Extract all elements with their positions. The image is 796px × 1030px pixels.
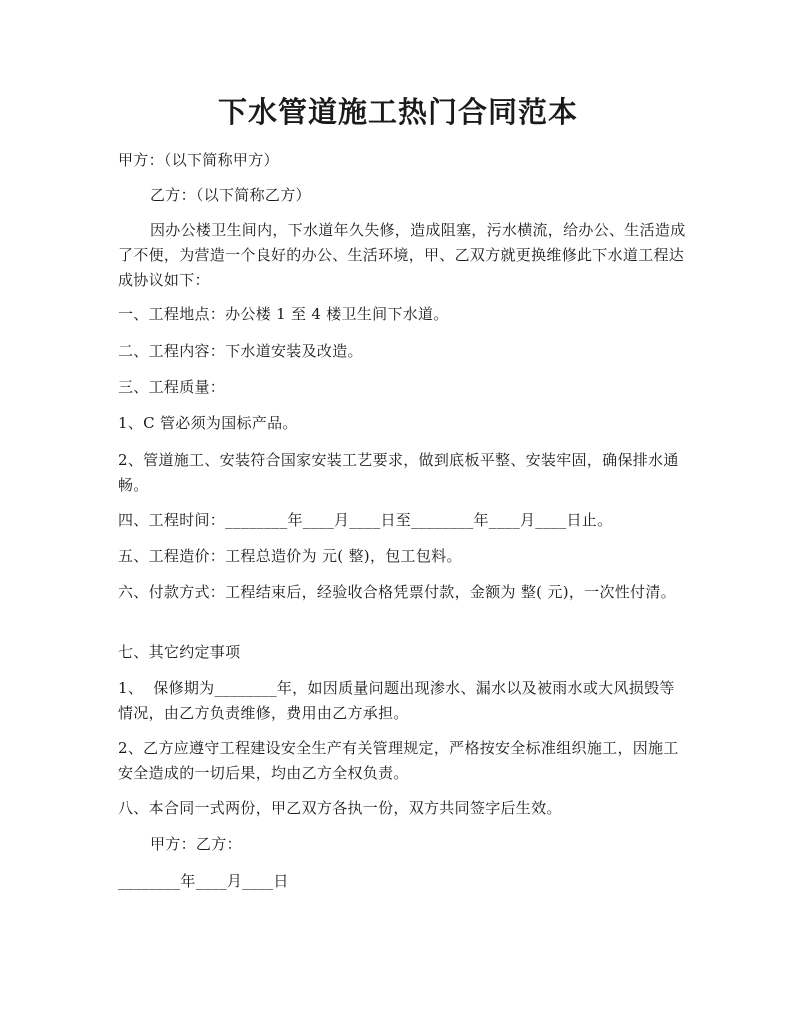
clause-payment: 六、付款方式：工程结束后，经验收合格凭票付款，金额为 整( 元)，一次性付清。 (118, 583, 676, 601)
clause-time: 四、工程时间：________年____月____日至________年____月____日止。 (118, 511, 613, 529)
clause-quality-item-1: 1、C 管必须为国标产品。 (118, 414, 298, 432)
clause-quality-item-2: 2、管道施工、安装符合国家安装工艺要求，做到底板平整、安装牢固，确保排水通畅。 (118, 451, 679, 494)
clause-quality: 三、工程质量： (118, 378, 226, 396)
clause-other: 七、其它约定事项 (118, 643, 241, 661)
party-b-line: 乙方：（以下简称乙方） (150, 186, 311, 204)
clause-location: 一、工程地点：办公楼 1 至 4 楼卫生间下水道。 (118, 305, 449, 323)
date-line: ________年____月____日 (118, 872, 289, 890)
clause-other-item-1: 1、 保修期为________年，如因质量问题出现渗水、漏水以及被雨水或大风损毁等情况，由乙方负责维修，费用由乙方承担。 (118, 679, 675, 722)
intro-paragraph: 因办公楼卫生间内，下水道年久失修，造成阻塞，污水横流，给办公、生活造成了不便，为营造一个良好的办公、生活环境，甲、乙双方就更换维修此下水道工程达成协议如下： (118, 221, 686, 289)
clause-content: 二、工程内容：下水道安装及改造。 (118, 342, 363, 360)
clause-cost: 五、工程造价：工程总造价为 元( 整)，包工包料。 (118, 547, 462, 565)
clause-other-item-2: 2、乙方应遵守工程建设安全生产有关管理规定，严格按安全标准组织施工，因施工安全造成的一切后果，均由乙方全权负责。 (118, 739, 679, 782)
clause-copies: 八、本合同一式两份，甲乙双方各执一份，双方共同签字后生效。 (118, 799, 562, 817)
document-title: 下水管道施工热门合同范本 (217, 95, 578, 129)
party-a-line: 甲方：（以下简称甲方） (118, 151, 279, 169)
signature-line: 甲方：乙方： (150, 835, 242, 853)
